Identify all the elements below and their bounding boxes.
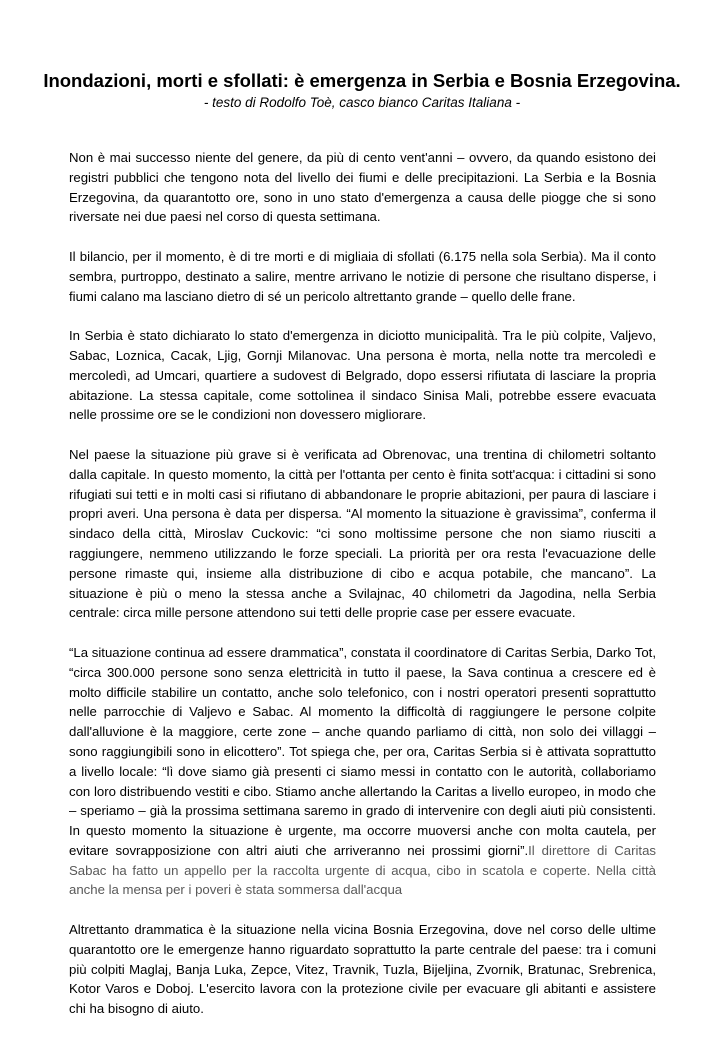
paragraph-3: In Serbia è stato dichiarato lo stato d'emergenza in diciotto municipalità. Tra le più colpite, Valjevo, Sabac, Loznica, Cacak, Ljig, Gornji Milanovac. Una persona è morta, nella notte tra mercoledì e mercoledì, ad Umcari, quartiere a sudovest di Belgrado, dopo essersi rifiutata di lasciare la propria abitazione. La stessa capitale, come sottolinea il sindaco Sinisa Mali, potrebbe essere evacuata nelle prossime ore se le condizioni non dovessero migliorare.: [69, 328, 656, 423]
paragraph-4: Nel paese la situazione più grave si è verificata ad Obrenovac, una trentina di chilometri soltanto dalla capitale. In questo momento, la città per l'ottanta per cento è finita sott'acqua: i cittadini si sono rifugiati sui tetti e in molti casi si rifiutano di abbandonare le proprie abitazioni, per paura di lasciare i propri averi. Una persona è data per dispersa. “Al momento la situazione è gravissima”, conferma il sindaco della città, Miroslav Cuckovic: “ci sono moltissime persone che non siamo riusciti a raggiungere, nemmeno utilizzando le forze speciali. La priorità per ora resta l'evacuazione delle persone rimaste qui, insieme alla distribuzione di cibo e acqua potabile, che mancano”. La situazione è più o meno la stessa anche a Svilajnac, 40 chilometri da Jagodina, nella Serbia centrale: circa mille persone attendono sui tetti delle proprie case per essere evacuate.: [69, 446, 656, 621]
paragraph-5-quote: “La situazione continua ad essere drammatica”, constata il coordinatore di Caritas Serbia, Darko Tot, “circa 300.000 persone sono senza elettricità in tutto il paese, la Sava continua a crescere ed è molto difficile stabilire un contatto, anche solo telefonico, con i nostri operatori presenti soprattutto nelle parrocchie di Valjevo e Sabac. Al momento la difficoltà di raggiungere le persone colpite dall'alluvione è la maggiore, certe zone – anche quando parliamo di città, non solo dei villaggi – sono raggiungibili sono in elicottero”. Tot spiega che, per ora, Caritas Serbia si è attivata soprattutto a livello locale: “lì dove siamo già presenti ci siamo messi in contatto con le autorità, collaboriamo con loro distribuendo vestiti e cibo. Stiamo anche allertando la Caritas a livello europeo, in modo che – speriamo – già la prossima settimana saremo in grado di intervenire con degli aiuti più consistenti. In questo momento la situazione è urgente, ma occorre muoversi anche con molta cautela, per evitare sovrapposizione con altri aiuti che arriveranno nei prossimi giorni”.: [69, 644, 656, 858]
paragraph-1: Non è mai successo niente del genere, da più di cento vent'anni – ovvero, da quando esistono dei registri pubblici che tengono nota del livello dei fiumi e delle precipitazioni. La Serbia e la Bosnia Erzegovina, da quarantotto ore, sono in uno stato d'emergenza a causa delle piogge che si sono riversate nei due paesi nel corso di questa settimana.: [69, 150, 656, 225]
paragraph-5: [69, 643, 656, 900]
document-subtitle: - testo di Rodolfo Toè, casco bianco Caritas Italiana -: [203, 95, 521, 110]
caritas-sabac-note: Il direttore di Caritas Sabac ha fatto un appello per la raccolta urgente di acqua, cibo in scatola e coperte. Nella città anche la mensa per i poveri è stata sommersa dall'acqua: [69, 842, 657, 898]
paragraph-2: Il bilancio, per il momento, è di tre morti e di migliaia di sfollati (6.175 nella sola Serbia). Ma il conto sembra, purtroppo, destinato a salire, mentre arrivano le notizie di persone che risultano disperse, i fiumi calano ma lasciano dietro di sé un pericolo altrettanto grande – quello delle frane.: [69, 248, 656, 304]
document-body: [69, 148, 656, 1039]
document-title: Inondazioni, morti e sfollati: è emergenza in Serbia e Bosnia Erzegovina.: [43, 70, 681, 91]
paragraph-6: Altrettanto drammatica è la situazione nella vicina Bosnia Erzegovina, dove nel corso delle ultime quarantotto ore le emergenze hanno riguardato soprattutto la parte centrale del paese: tra i comuni più colpiti Maglaj, Banja Luka, Zepce, Vitez, Travnik, Tuzla, Bijeljina, Zvornik, Bratunac, Srebrenica, Kotor Varos e Doboj. L'esercito lavora con la protezione civile per evacuare gli abitanti e assistere chi ha bisogno di aiuto.: [69, 922, 656, 1017]
